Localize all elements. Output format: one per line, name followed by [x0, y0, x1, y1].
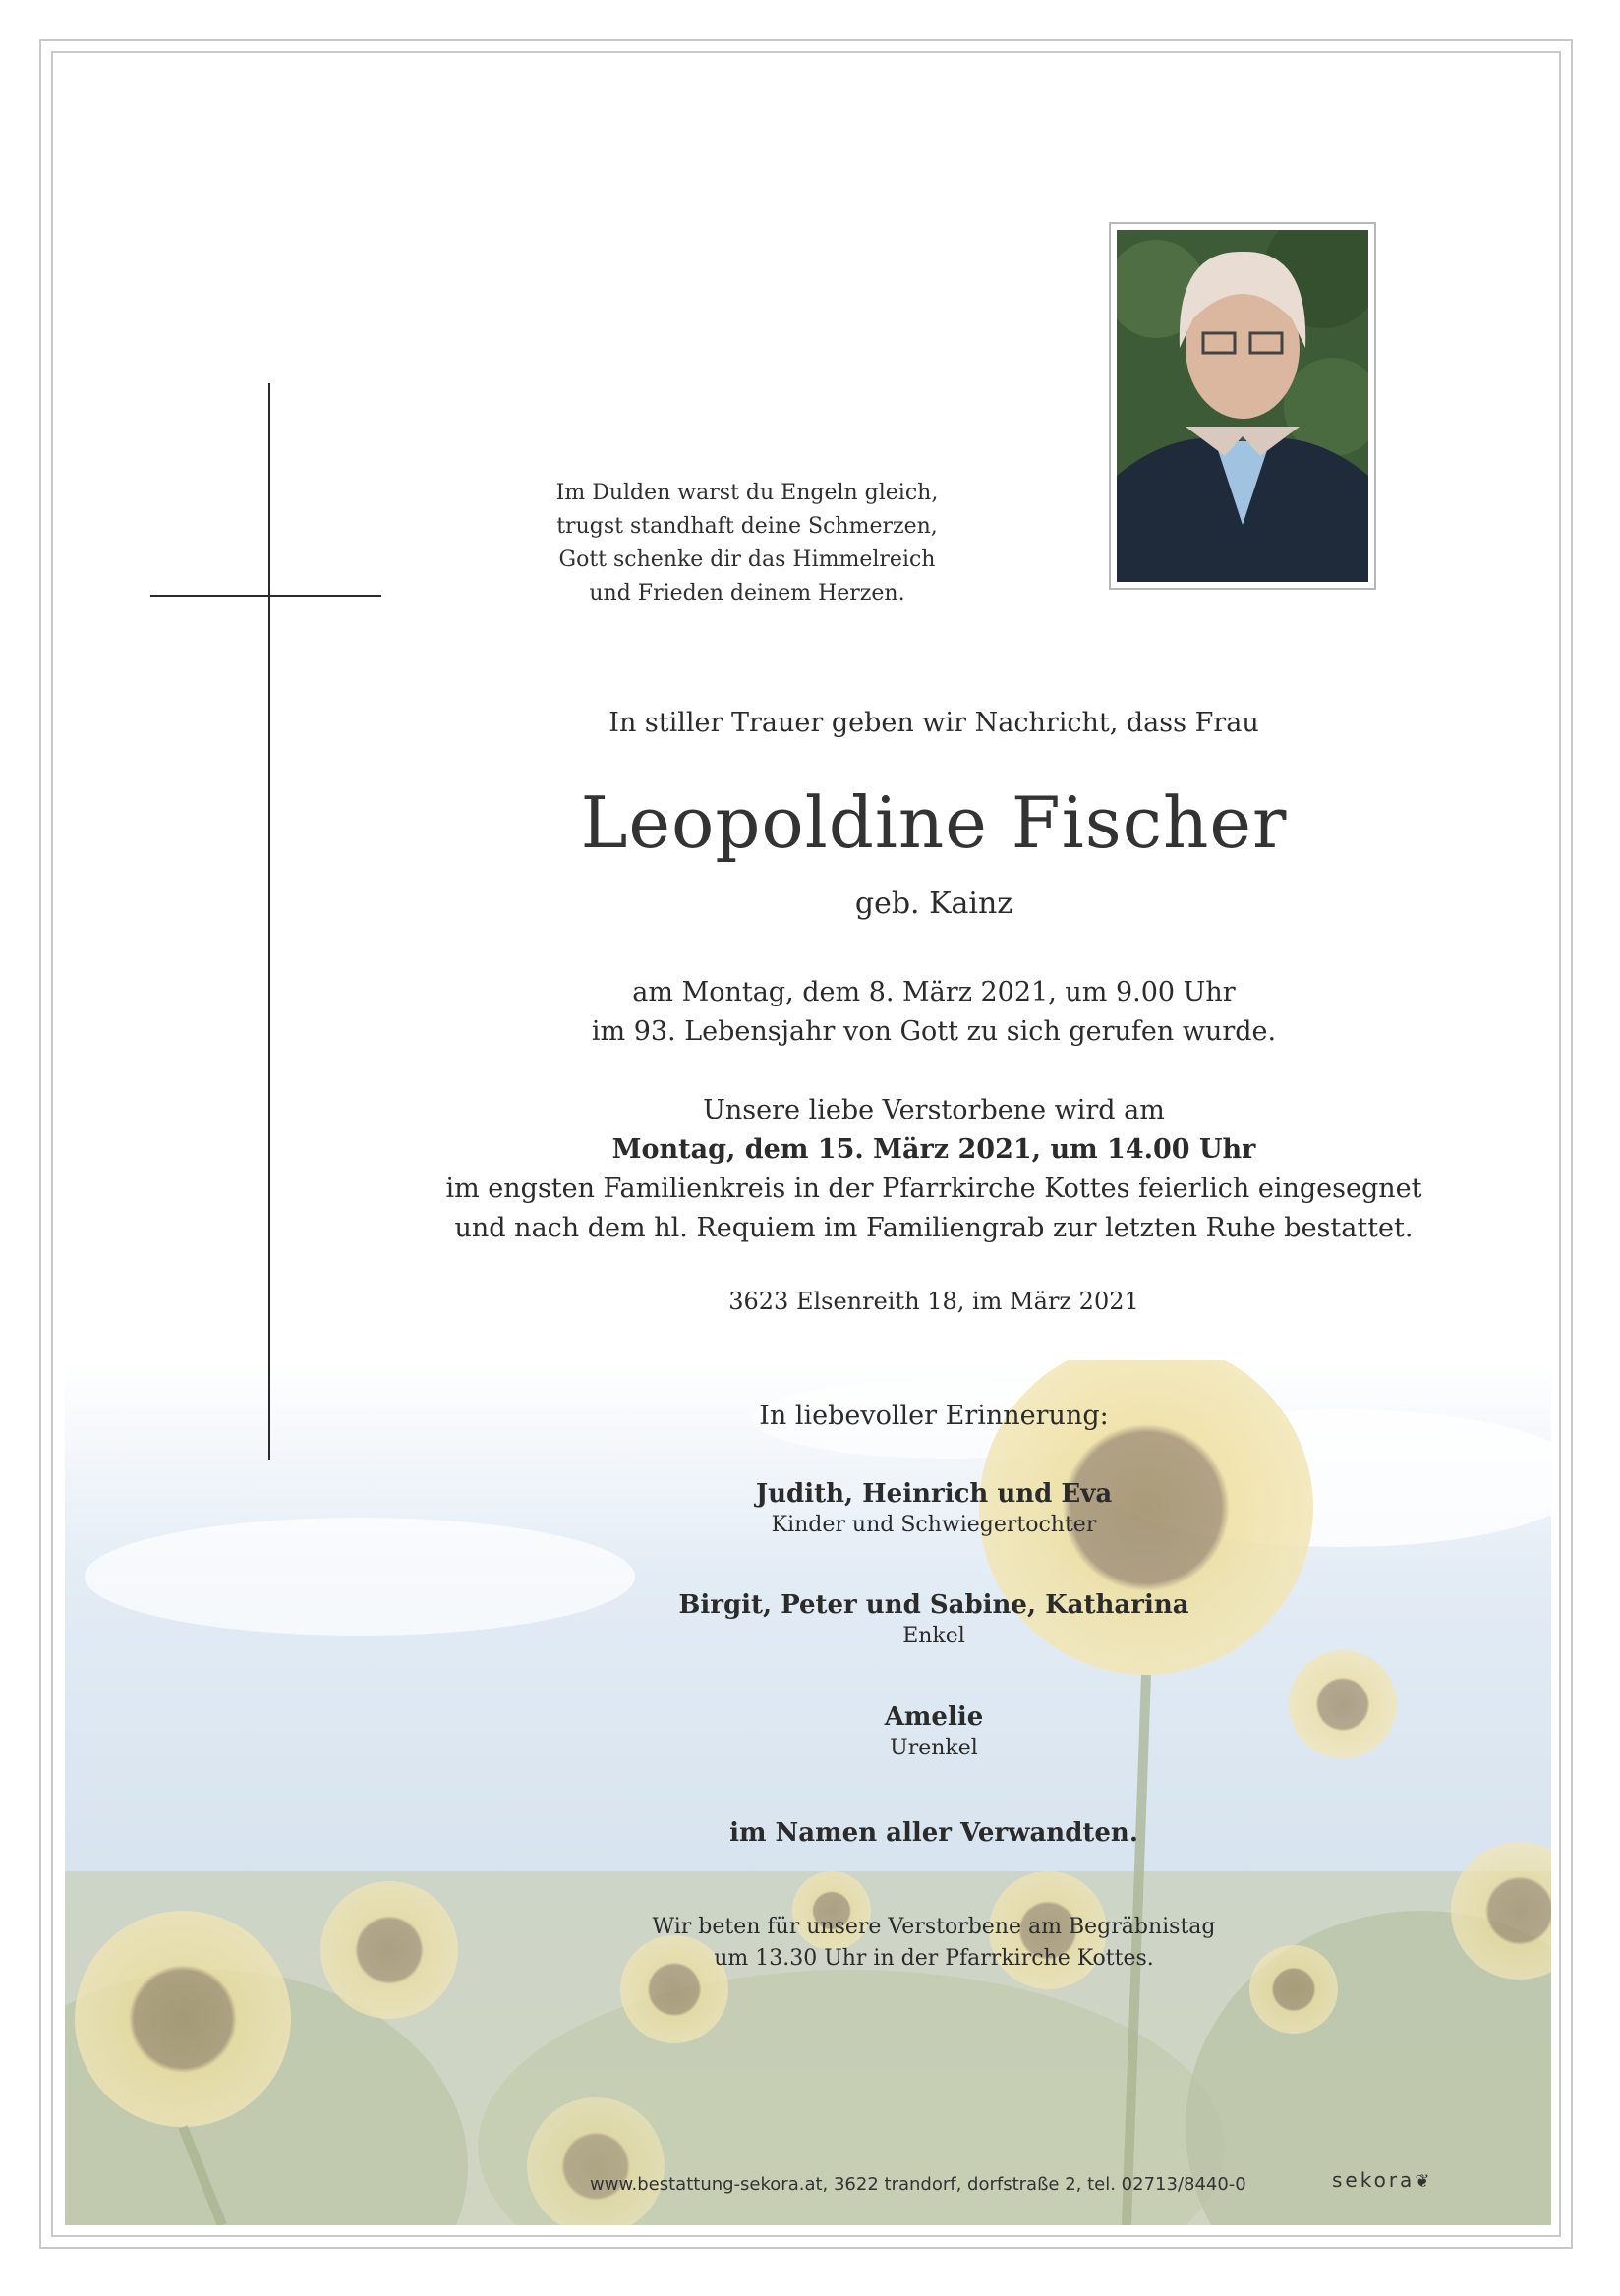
mourner-role: Enkel [902, 1624, 965, 1648]
funeral-line: Unsere liebe Verstorbene wird am [703, 1095, 1165, 1125]
poem [550, 477, 944, 610]
logo-text: sekora [1332, 2168, 1416, 2192]
mourner-group [393, 1702, 1475, 1760]
mourner-names: Amelie [884, 1702, 984, 1732]
poem-line: Im Dulden warst du Engeln gleich, [555, 481, 939, 505]
cross-vertical [268, 383, 270, 1460]
mourner-role: Urenkel [890, 1736, 978, 1760]
address-line: 3623 Elsenreith 18, im März 2021 [728, 1288, 1139, 1315]
portrait-photo [1109, 222, 1376, 590]
poem-line: und Frieden deinem Herzen. [589, 581, 905, 605]
maiden-name: geb. Kainz [854, 887, 1013, 921]
footer-contact: www.bestattung-sekora.at, 3622 trandorf, dorfstraße 2, tel. 02713/8440-0 [590, 2174, 1246, 2195]
poem-line: Gott schenke dir das Himmelreich [558, 547, 936, 572]
leaf-icon: ❦ [1415, 2171, 1433, 2192]
prayer-line: um 13.30 Uhr in der Pfarrkirche Kottes. [714, 1946, 1154, 1971]
relatives-line: im Namen aller Verwandten. [729, 1818, 1138, 1848]
deceased-name: Leopoldine Fischer [580, 781, 1288, 864]
death-notice [393, 973, 1475, 1052]
poem-line: trugst standhaft deine Schmerzen, [556, 514, 938, 539]
sekora-logo [1332, 2168, 1432, 2192]
memory-heading: In liebevoller Erinnerung: [759, 1401, 1109, 1431]
mourner-names: Judith, Heinrich und Eva [755, 1479, 1113, 1509]
mourner-names: Birgit, Peter und Sabine, Katharina [678, 1590, 1189, 1620]
mourner-group [393, 1479, 1475, 1537]
prayer-note [393, 1912, 1475, 1975]
funeral-line: und nach dem hl. Requiem im Familiengrab zur letzten Ruhe bestattet. [454, 1213, 1414, 1243]
mourner-role: Kinder und Schwiegertochter [771, 1513, 1097, 1537]
funeral-line: im engsten Familienkreis in der Pfarrkirche Kottes feierlich eingesegnet [445, 1174, 1422, 1204]
prayer-line: Wir beten für unsere Verstorbene am Begräbnistag [652, 1915, 1216, 1939]
funeral-notice [393, 1091, 1475, 1248]
funeral-date: Montag, dem 15. März 2021, um 14.00 Uhr [611, 1134, 1256, 1165]
mourner-group [393, 1590, 1475, 1648]
death-line: am Montag, dem 8. März 2021, um 9.00 Uhr [632, 977, 1236, 1007]
cross-horizontal [150, 595, 381, 597]
death-line: im 93. Lebensjahr von Gott zu sich gerufen wurde. [591, 1016, 1277, 1047]
intro-text: In stiller Trauer geben wir Nachricht, dass Frau [608, 708, 1259, 738]
